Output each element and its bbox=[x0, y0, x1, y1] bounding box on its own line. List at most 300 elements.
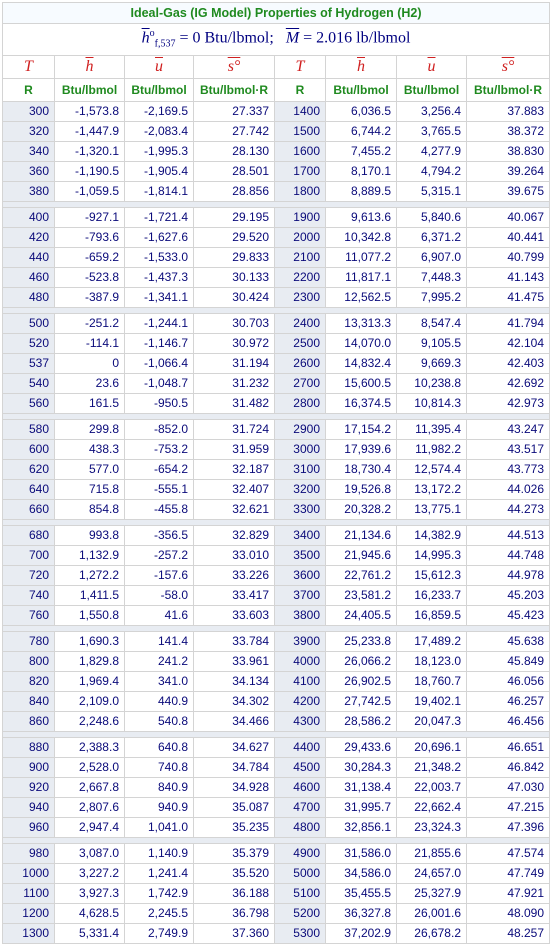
internal-energy-cell: 22,662.4 bbox=[397, 797, 467, 817]
entropy-cell: 44.026 bbox=[467, 479, 550, 499]
enthalpy-cell: 1,690.3 bbox=[55, 631, 125, 651]
temperature-cell: 680 bbox=[3, 525, 55, 545]
internal-energy-cell: -58.0 bbox=[125, 585, 194, 605]
temperature-cell: 520 bbox=[3, 333, 55, 353]
enthalpy-cell: -1,190.5 bbox=[55, 161, 125, 181]
internal-energy-cell: 6,371.2 bbox=[397, 227, 467, 247]
temperature-cell: 540 bbox=[3, 373, 55, 393]
entropy-cell: 32.187 bbox=[194, 459, 275, 479]
internal-energy-cell: 5,840.6 bbox=[397, 207, 467, 227]
enthalpy-cell: -793.6 bbox=[55, 227, 125, 247]
table-row bbox=[3, 227, 550, 247]
internal-energy-cell: 20,047.3 bbox=[397, 711, 467, 731]
entropy-cell: 33.010 bbox=[194, 545, 275, 565]
temperature-cell: 320 bbox=[3, 121, 55, 141]
table-row bbox=[3, 883, 550, 903]
table-row bbox=[3, 393, 550, 413]
table-row bbox=[3, 373, 550, 393]
entropy-cell: 45.849 bbox=[467, 651, 550, 671]
enthalpy-cell: 16,374.5 bbox=[326, 393, 397, 413]
enthalpy-cell: 438.3 bbox=[55, 439, 125, 459]
internal-energy-cell: -356.5 bbox=[125, 525, 194, 545]
enthalpy-cell: 14,070.0 bbox=[326, 333, 397, 353]
internal-energy-cell: 840.9 bbox=[125, 777, 194, 797]
entropy-cell: 43.773 bbox=[467, 459, 550, 479]
enthalpy-cell: 28,586.2 bbox=[326, 711, 397, 731]
col-unit-internal-energy: Btu/lbmol bbox=[125, 78, 194, 101]
temperature-cell: 480 bbox=[3, 287, 55, 307]
enthalpy-cell: 18,730.4 bbox=[326, 459, 397, 479]
internal-energy-cell: 11,982.2 bbox=[397, 439, 467, 459]
temperature-cell: 580 bbox=[3, 419, 55, 439]
enthalpy-cell: -523.8 bbox=[55, 267, 125, 287]
enthalpy-cell: 1,132.9 bbox=[55, 545, 125, 565]
entropy-cell: 33.784 bbox=[194, 631, 275, 651]
internal-energy-cell: 5,315.1 bbox=[397, 181, 467, 201]
table-row bbox=[3, 651, 550, 671]
table-row bbox=[3, 247, 550, 267]
temperature-cell: 4100 bbox=[275, 671, 326, 691]
enthalpy-cell: -387.9 bbox=[55, 287, 125, 307]
internal-energy-cell: 21,348.2 bbox=[397, 757, 467, 777]
temperature-cell: 420 bbox=[3, 227, 55, 247]
col-unit-temperature-2: R bbox=[275, 78, 326, 101]
temperature-cell: 537 bbox=[3, 353, 55, 373]
internal-energy-cell: 1,241.4 bbox=[125, 863, 194, 883]
enthalpy-cell: 17,154.2 bbox=[326, 419, 397, 439]
internal-energy-cell: -1,244.1 bbox=[125, 313, 194, 333]
entropy-cell: 48.257 bbox=[467, 923, 550, 943]
enthalpy-formation-symbol: $\overline{h}$ bbox=[141, 29, 150, 47]
internal-energy-cell: -1,721.4 bbox=[125, 207, 194, 227]
entropy-cell: 45.423 bbox=[467, 605, 550, 625]
table-row bbox=[3, 267, 550, 287]
enthalpy-cell: 1,272.2 bbox=[55, 565, 125, 585]
entropy-cell: 36.188 bbox=[194, 883, 275, 903]
entropy-cell: 31.194 bbox=[194, 353, 275, 373]
entropy-cell: 43.517 bbox=[467, 439, 550, 459]
enthalpy-cell: 21,134.6 bbox=[326, 525, 397, 545]
enthalpy-cell: 161.5 bbox=[55, 393, 125, 413]
enthalpy-cell: 31,995.7 bbox=[326, 797, 397, 817]
enthalpy-cell: 10,342.8 bbox=[326, 227, 397, 247]
entropy-cell: 31.482 bbox=[194, 393, 275, 413]
entropy-cell: 27.742 bbox=[194, 121, 275, 141]
internal-energy-cell: -1,533.0 bbox=[125, 247, 194, 267]
entropy-cell: 33.961 bbox=[194, 651, 275, 671]
internal-energy-cell: 25,327.9 bbox=[397, 883, 467, 903]
entropy-cell: 39.675 bbox=[467, 181, 550, 201]
temperature-cell: 3800 bbox=[275, 605, 326, 625]
temperature-cell: 760 bbox=[3, 605, 55, 625]
enthalpy-cell: 37,202.9 bbox=[326, 923, 397, 943]
internal-energy-cell: 41.6 bbox=[125, 605, 194, 625]
enthalpy-cell: 24,405.5 bbox=[326, 605, 397, 625]
internal-energy-cell: 341.0 bbox=[125, 671, 194, 691]
temperature-cell: 2100 bbox=[275, 247, 326, 267]
entropy-cell: 34.466 bbox=[194, 711, 275, 731]
temperature-cell: 360 bbox=[3, 161, 55, 181]
temperature-cell: 840 bbox=[3, 691, 55, 711]
entropy-cell: 43.247 bbox=[467, 419, 550, 439]
entropy-cell: 33.417 bbox=[194, 585, 275, 605]
temperature-cell: 4300 bbox=[275, 711, 326, 731]
enthalpy-formation-value: = 0 Btu/lbmol; bbox=[179, 29, 274, 47]
col-symbol-internal-energy: $\overline{u}$ bbox=[125, 55, 194, 78]
entropy-cell: 30.424 bbox=[194, 287, 275, 307]
enthalpy-cell: 27,742.5 bbox=[326, 691, 397, 711]
temperature-cell: 440 bbox=[3, 247, 55, 267]
internal-energy-cell: -555.1 bbox=[125, 479, 194, 499]
entropy-cell: 42.692 bbox=[467, 373, 550, 393]
internal-energy-cell: 18,123.0 bbox=[397, 651, 467, 671]
internal-energy-cell: 9,669.3 bbox=[397, 353, 467, 373]
entropy-cell: 30.133 bbox=[194, 267, 275, 287]
temperature-cell: 3700 bbox=[275, 585, 326, 605]
property-table-container bbox=[2, 2, 549, 944]
entropy-cell: 35.520 bbox=[194, 863, 275, 883]
temperature-cell: 340 bbox=[3, 141, 55, 161]
temperature-cell: 3000 bbox=[275, 439, 326, 459]
enthalpy-cell: 36,327.8 bbox=[326, 903, 397, 923]
entropy-cell: 32.829 bbox=[194, 525, 275, 545]
table-row bbox=[3, 631, 550, 651]
table-row bbox=[3, 737, 550, 757]
entropy-cell: 31.724 bbox=[194, 419, 275, 439]
table-row bbox=[3, 923, 550, 943]
enthalpy-cell: 8,170.1 bbox=[326, 161, 397, 181]
internal-energy-cell: -1,066.4 bbox=[125, 353, 194, 373]
enthalpy-cell: 11,817.1 bbox=[326, 267, 397, 287]
enthalpy-cell: 2,807.6 bbox=[55, 797, 125, 817]
temperature-cell: 700 bbox=[3, 545, 55, 565]
internal-energy-cell: -1,437.3 bbox=[125, 267, 194, 287]
temperature-cell: 1600 bbox=[275, 141, 326, 161]
internal-energy-cell: -2,169.5 bbox=[125, 101, 194, 121]
enthalpy-cell: 21,945.6 bbox=[326, 545, 397, 565]
entropy-cell: 29.520 bbox=[194, 227, 275, 247]
internal-energy-cell: 12,574.4 bbox=[397, 459, 467, 479]
internal-energy-cell: 3,256.4 bbox=[397, 101, 467, 121]
entropy-cell: 32.407 bbox=[194, 479, 275, 499]
entropy-cell: 47.215 bbox=[467, 797, 550, 817]
temperature-cell: 2000 bbox=[275, 227, 326, 247]
entropy-cell: 34.627 bbox=[194, 737, 275, 757]
enthalpy-cell: 1,829.8 bbox=[55, 651, 125, 671]
temperature-cell: 3900 bbox=[275, 631, 326, 651]
molar-mass-value: = 2.016 lb/lbmol bbox=[303, 29, 411, 47]
table-row bbox=[3, 903, 550, 923]
temperature-cell: 2900 bbox=[275, 419, 326, 439]
temperature-cell: 2400 bbox=[275, 313, 326, 333]
internal-energy-cell: 13,775.1 bbox=[397, 499, 467, 519]
temperature-cell: 460 bbox=[3, 267, 55, 287]
internal-energy-cell: -1,905.4 bbox=[125, 161, 194, 181]
enthalpy-cell: 1,969.4 bbox=[55, 671, 125, 691]
temperature-cell: 980 bbox=[3, 843, 55, 863]
temperature-cell: 400 bbox=[3, 207, 55, 227]
entropy-cell: 46.651 bbox=[467, 737, 550, 757]
entropy-cell: 34.134 bbox=[194, 671, 275, 691]
internal-energy-cell: 6,907.0 bbox=[397, 247, 467, 267]
table-row bbox=[3, 817, 550, 837]
internal-energy-cell: 9,105.5 bbox=[397, 333, 467, 353]
table-row bbox=[3, 313, 550, 333]
col-symbol-internal-energy-2: $\overline{u}$ bbox=[397, 55, 467, 78]
table-row bbox=[3, 565, 550, 585]
enthalpy-cell: 4,628.5 bbox=[55, 903, 125, 923]
enthalpy-cell: 993.8 bbox=[55, 525, 125, 545]
enthalpy-cell: 31,138.4 bbox=[326, 777, 397, 797]
internal-energy-cell: 440.9 bbox=[125, 691, 194, 711]
internal-energy-cell: 15,612.3 bbox=[397, 565, 467, 585]
temperature-cell: 4800 bbox=[275, 817, 326, 837]
enthalpy-cell: 715.8 bbox=[55, 479, 125, 499]
entropy-cell: 30.703 bbox=[194, 313, 275, 333]
entropy-cell: 28.856 bbox=[194, 181, 275, 201]
temperature-cell: 1900 bbox=[275, 207, 326, 227]
entropy-cell: 36.798 bbox=[194, 903, 275, 923]
internal-energy-cell: 20,696.1 bbox=[397, 737, 467, 757]
internal-energy-cell: 241.2 bbox=[125, 651, 194, 671]
enthalpy-formation-subscript: f,537 bbox=[154, 38, 176, 50]
internal-energy-cell: 14,995.3 bbox=[397, 545, 467, 565]
entropy-cell: 44.748 bbox=[467, 545, 550, 565]
temperature-cell: 820 bbox=[3, 671, 55, 691]
table-row bbox=[3, 545, 550, 565]
temperature-cell: 300 bbox=[3, 101, 55, 121]
temperature-cell: 2700 bbox=[275, 373, 326, 393]
temperature-cell: 3500 bbox=[275, 545, 326, 565]
internal-energy-cell: 26,678.2 bbox=[397, 923, 467, 943]
entropy-cell: 47.396 bbox=[467, 817, 550, 837]
temperature-cell: 3300 bbox=[275, 499, 326, 519]
col-symbol-enthalpy: $\overline{h}$ bbox=[55, 55, 125, 78]
enthalpy-cell: 7,455.2 bbox=[326, 141, 397, 161]
internal-energy-cell: 13,172.2 bbox=[397, 479, 467, 499]
temperature-cell: 5000 bbox=[275, 863, 326, 883]
entropy-cell: 42.403 bbox=[467, 353, 550, 373]
entropy-cell: 32.621 bbox=[194, 499, 275, 519]
internal-energy-cell: 540.8 bbox=[125, 711, 194, 731]
enthalpy-cell: -1,447.9 bbox=[55, 121, 125, 141]
col-symbol-temperature-2: T bbox=[275, 55, 326, 78]
enthalpy-cell: 32,856.1 bbox=[326, 817, 397, 837]
enthalpy-cell: 25,233.8 bbox=[326, 631, 397, 651]
internal-energy-cell: 18,760.7 bbox=[397, 671, 467, 691]
internal-energy-cell: 11,395.4 bbox=[397, 419, 467, 439]
enthalpy-cell: 3,227.2 bbox=[55, 863, 125, 883]
temperature-cell: 1700 bbox=[275, 161, 326, 181]
entropy-cell: 46.257 bbox=[467, 691, 550, 711]
table-row bbox=[3, 419, 550, 439]
col-symbol-enthalpy-2: $\overline{h}$ bbox=[326, 55, 397, 78]
internal-energy-cell: 141.4 bbox=[125, 631, 194, 651]
entropy-cell: 47.030 bbox=[467, 777, 550, 797]
internal-energy-cell: 3,765.5 bbox=[397, 121, 467, 141]
internal-energy-cell: -1,814.1 bbox=[125, 181, 194, 201]
col-symbol-temperature: T bbox=[3, 55, 55, 78]
enthalpy-cell: -251.2 bbox=[55, 313, 125, 333]
temperature-cell: 4500 bbox=[275, 757, 326, 777]
enthalpy-cell: 2,528.0 bbox=[55, 757, 125, 777]
col-symbol-entropy-2: s° bbox=[467, 55, 550, 78]
col-unit-enthalpy-2: Btu/lbmol bbox=[326, 78, 397, 101]
entropy-cell: 40.067 bbox=[467, 207, 550, 227]
enthalpy-cell: 11,077.2 bbox=[326, 247, 397, 267]
table-title: Ideal-Gas (IG Model) Properties of Hydrogen (H2) bbox=[3, 3, 550, 24]
entropy-cell: 29.195 bbox=[194, 207, 275, 227]
entropy-cell: 31.232 bbox=[194, 373, 275, 393]
formula-line: $\overline{h}^o_{f,537} = 0$ Btu/lbmol; $\overline{M} = 2.016$ lb/lbmol bbox=[3, 24, 550, 56]
internal-energy-cell: 4,794.2 bbox=[397, 161, 467, 181]
entropy-cell: 42.104 bbox=[467, 333, 550, 353]
entropy-cell: 45.203 bbox=[467, 585, 550, 605]
enthalpy-cell: 0 bbox=[55, 353, 125, 373]
table-row bbox=[3, 459, 550, 479]
temperature-cell: 1800 bbox=[275, 181, 326, 201]
entropy-cell: 34.928 bbox=[194, 777, 275, 797]
internal-energy-cell: -1,995.3 bbox=[125, 141, 194, 161]
internal-energy-cell: -1,341.1 bbox=[125, 287, 194, 307]
enthalpy-cell: 34,586.0 bbox=[326, 863, 397, 883]
enthalpy-cell: 6,744.2 bbox=[326, 121, 397, 141]
temperature-cell: 780 bbox=[3, 631, 55, 651]
internal-energy-cell: 24,657.0 bbox=[397, 863, 467, 883]
internal-energy-cell: -950.5 bbox=[125, 393, 194, 413]
enthalpy-cell: 5,331.4 bbox=[55, 923, 125, 943]
enthalpy-cell: 30,284.3 bbox=[326, 757, 397, 777]
internal-energy-cell: 14,382.9 bbox=[397, 525, 467, 545]
enthalpy-cell: 3,927.3 bbox=[55, 883, 125, 903]
entropy-cell: 28.501 bbox=[194, 161, 275, 181]
enthalpy-cell: 20,328.2 bbox=[326, 499, 397, 519]
table-row bbox=[3, 287, 550, 307]
temperature-cell: 560 bbox=[3, 393, 55, 413]
temperature-cell: 900 bbox=[3, 757, 55, 777]
entropy-cell: 35.379 bbox=[194, 843, 275, 863]
temperature-cell: 2500 bbox=[275, 333, 326, 353]
internal-energy-cell: -1,627.6 bbox=[125, 227, 194, 247]
entropy-cell: 35.087 bbox=[194, 797, 275, 817]
temperature-cell: 2600 bbox=[275, 353, 326, 373]
entropy-cell: 31.959 bbox=[194, 439, 275, 459]
entropy-cell: 38.372 bbox=[467, 121, 550, 141]
enthalpy-cell: 29,433.6 bbox=[326, 737, 397, 757]
temperature-cell: 940 bbox=[3, 797, 55, 817]
temperature-cell: 3100 bbox=[275, 459, 326, 479]
internal-energy-cell: -654.2 bbox=[125, 459, 194, 479]
temperature-cell: 4600 bbox=[275, 777, 326, 797]
internal-energy-cell: 2,749.9 bbox=[125, 923, 194, 943]
enthalpy-cell: 23.6 bbox=[55, 373, 125, 393]
internal-energy-cell: -1,048.7 bbox=[125, 373, 194, 393]
molar-mass-symbol: $\overline{M}$ bbox=[285, 29, 300, 47]
entropy-cell: 40.441 bbox=[467, 227, 550, 247]
enthalpy-cell: 3,087.0 bbox=[55, 843, 125, 863]
temperature-cell: 600 bbox=[3, 439, 55, 459]
enthalpy-cell: 299.8 bbox=[55, 419, 125, 439]
col-unit-enthalpy: Btu/lbmol bbox=[55, 78, 125, 101]
enthalpy-cell: -927.1 bbox=[55, 207, 125, 227]
internal-energy-cell: -157.6 bbox=[125, 565, 194, 585]
temperature-cell: 4700 bbox=[275, 797, 326, 817]
enthalpy-cell: 2,667.8 bbox=[55, 777, 125, 797]
enthalpy-cell: 17,939.6 bbox=[326, 439, 397, 459]
temperature-cell: 860 bbox=[3, 711, 55, 731]
entropy-cell: 34.302 bbox=[194, 691, 275, 711]
enthalpy-cell: -1,059.5 bbox=[55, 181, 125, 201]
table-row bbox=[3, 757, 550, 777]
internal-energy-cell: -455.8 bbox=[125, 499, 194, 519]
enthalpy-cell: 19,526.8 bbox=[326, 479, 397, 499]
entropy-cell: 47.574 bbox=[467, 843, 550, 863]
col-symbol-entropy: s° bbox=[194, 55, 275, 78]
internal-energy-cell: 16,233.7 bbox=[397, 585, 467, 605]
entropy-cell: 38.830 bbox=[467, 141, 550, 161]
table-row bbox=[3, 711, 550, 731]
table-row bbox=[3, 479, 550, 499]
entropy-cell: 46.842 bbox=[467, 757, 550, 777]
internal-energy-cell: 7,995.2 bbox=[397, 287, 467, 307]
table-row bbox=[3, 605, 550, 625]
temperature-cell: 740 bbox=[3, 585, 55, 605]
enthalpy-cell: 854.8 bbox=[55, 499, 125, 519]
internal-energy-cell: 1,742.9 bbox=[125, 883, 194, 903]
entropy-cell: 41.475 bbox=[467, 287, 550, 307]
table-row bbox=[3, 691, 550, 711]
temperature-cell: 4200 bbox=[275, 691, 326, 711]
entropy-cell: 35.235 bbox=[194, 817, 275, 837]
entropy-cell: 44.273 bbox=[467, 499, 550, 519]
enthalpy-cell: 1,411.5 bbox=[55, 585, 125, 605]
enthalpy-cell: 26,066.2 bbox=[326, 651, 397, 671]
entropy-cell: 29.833 bbox=[194, 247, 275, 267]
temperature-cell: 5200 bbox=[275, 903, 326, 923]
enthalpy-cell: 2,947.4 bbox=[55, 817, 125, 837]
internal-energy-cell: 940.9 bbox=[125, 797, 194, 817]
enthalpy-cell: 577.0 bbox=[55, 459, 125, 479]
enthalpy-cell: 26,902.5 bbox=[326, 671, 397, 691]
temperature-cell: 1200 bbox=[3, 903, 55, 923]
table-row bbox=[3, 863, 550, 883]
internal-energy-cell: 2,245.5 bbox=[125, 903, 194, 923]
col-unit-entropy: Btu/lbmol·R bbox=[194, 78, 275, 101]
entropy-cell: 37.883 bbox=[467, 101, 550, 121]
internal-energy-cell: 22,003.7 bbox=[397, 777, 467, 797]
temperature-cell: 960 bbox=[3, 817, 55, 837]
internal-energy-cell: 16,859.5 bbox=[397, 605, 467, 625]
enthalpy-cell: 23,581.2 bbox=[326, 585, 397, 605]
temperature-cell: 3200 bbox=[275, 479, 326, 499]
internal-energy-cell: 740.8 bbox=[125, 757, 194, 777]
temperature-cell: 5300 bbox=[275, 923, 326, 943]
table-row bbox=[3, 843, 550, 863]
table-row bbox=[3, 499, 550, 519]
temperature-cell: 920 bbox=[3, 777, 55, 797]
temperature-cell: 500 bbox=[3, 313, 55, 333]
internal-energy-cell: 8,547.4 bbox=[397, 313, 467, 333]
internal-energy-cell: 17,489.2 bbox=[397, 631, 467, 651]
entropy-cell: 41.794 bbox=[467, 313, 550, 333]
enthalpy-cell: -1,320.1 bbox=[55, 141, 125, 161]
temperature-cell: 3400 bbox=[275, 525, 326, 545]
temperature-cell: 4900 bbox=[275, 843, 326, 863]
enthalpy-cell: 22,761.2 bbox=[326, 565, 397, 585]
enthalpy-cell: 2,109.0 bbox=[55, 691, 125, 711]
temperature-cell: 720 bbox=[3, 565, 55, 585]
temperature-cell: 4000 bbox=[275, 651, 326, 671]
